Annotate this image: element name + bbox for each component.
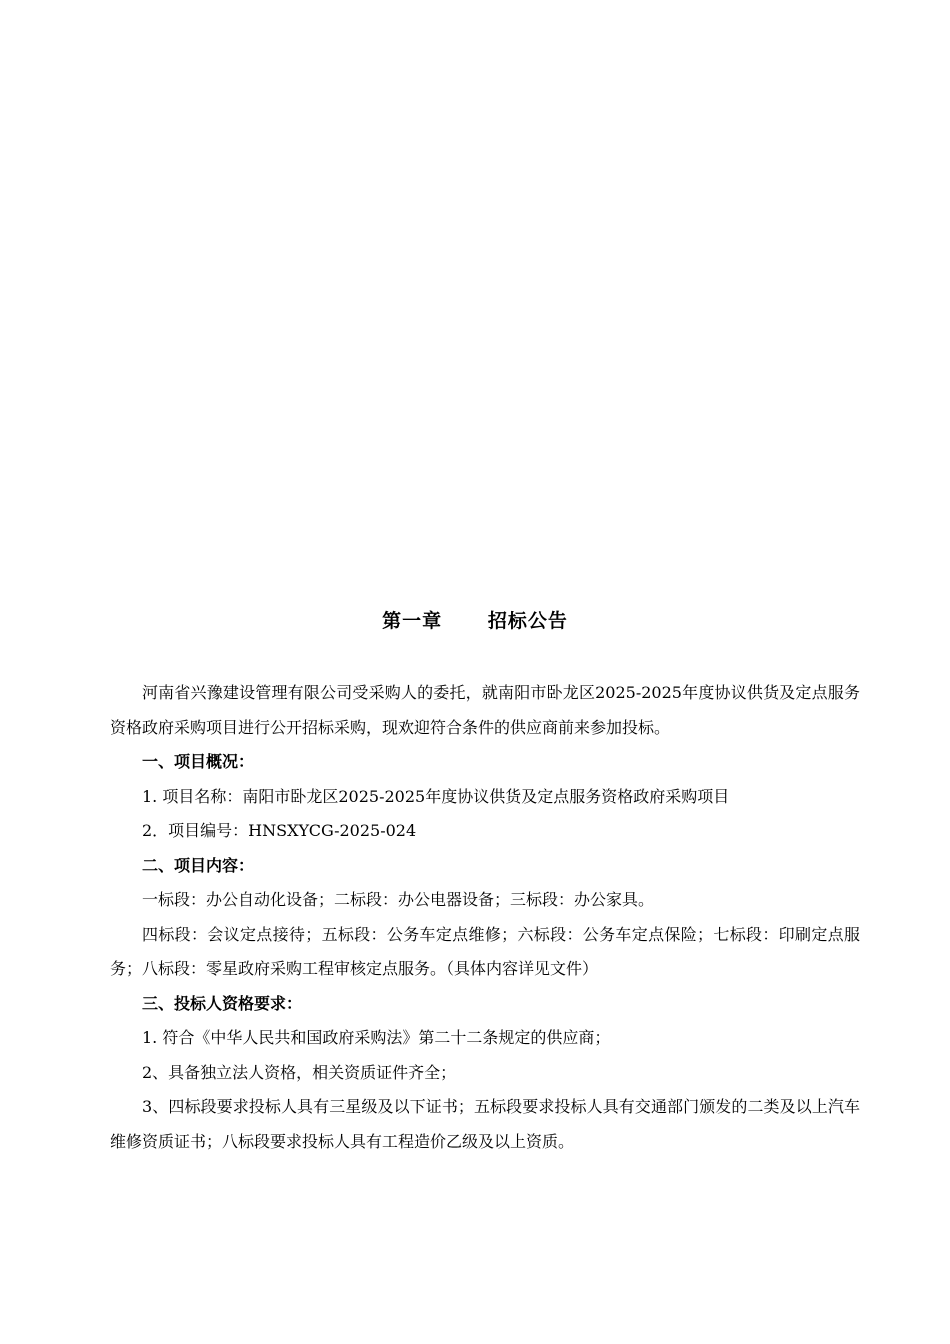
qualification-item-1: 1. 符合《中华人民共和国政府采购法》第二十二条规定的供应商； [142, 1028, 611, 1047]
project-name-item: 1. 项目名称：南阳市卧龙区2025-2025年度协议供货及定点服务资格政府采购项目 [142, 786, 730, 806]
section-heading-overview: 一、项目概况： [142, 752, 255, 771]
lots-line-1: 一标段：办公自动化设备；二标段：办公电器设备；三标段：办公家具。 [142, 890, 655, 909]
document-body [110, 676, 860, 1159]
chapter-title: 第一章 招标公告 [382, 610, 568, 632]
qualification-item-2: 2、具备独立法人资格，相关资质证件齐全； [142, 1062, 457, 1082]
project-number-item: 2．项目编号：HNSXYCG-2025-024 [142, 821, 417, 840]
section-heading-qualifications: 三、投标人资格要求： [142, 993, 303, 1013]
intro-paragraph: 河南省兴豫建设管理有限公司受采购人的委托，就南阳市卧龙区2025-2025年度协议供货及定点服务资格政府采购项目进行公开招标采购，现欢迎符合条件的供应商前来参加投标。 [110, 683, 860, 737]
section-heading-content: 二、项目内容： [142, 855, 255, 875]
lots-line-2: 四标段：会议定点接待；五标段：公务车定点维修；六标段：公务车定点保险；七标段：印刷定点服务；八标段：零星政府采购工程审核定点服务。（具体内容详见文件） [110, 924, 860, 978]
qualification-item-3: 3、四标段要求投标人具有三星级及以下证书；五标段要求投标人具有交通部门颁发的二类及以上汽车维修资质证书；八标段要求投标人具有工程造价乙级及以上资质。 [110, 1097, 860, 1151]
